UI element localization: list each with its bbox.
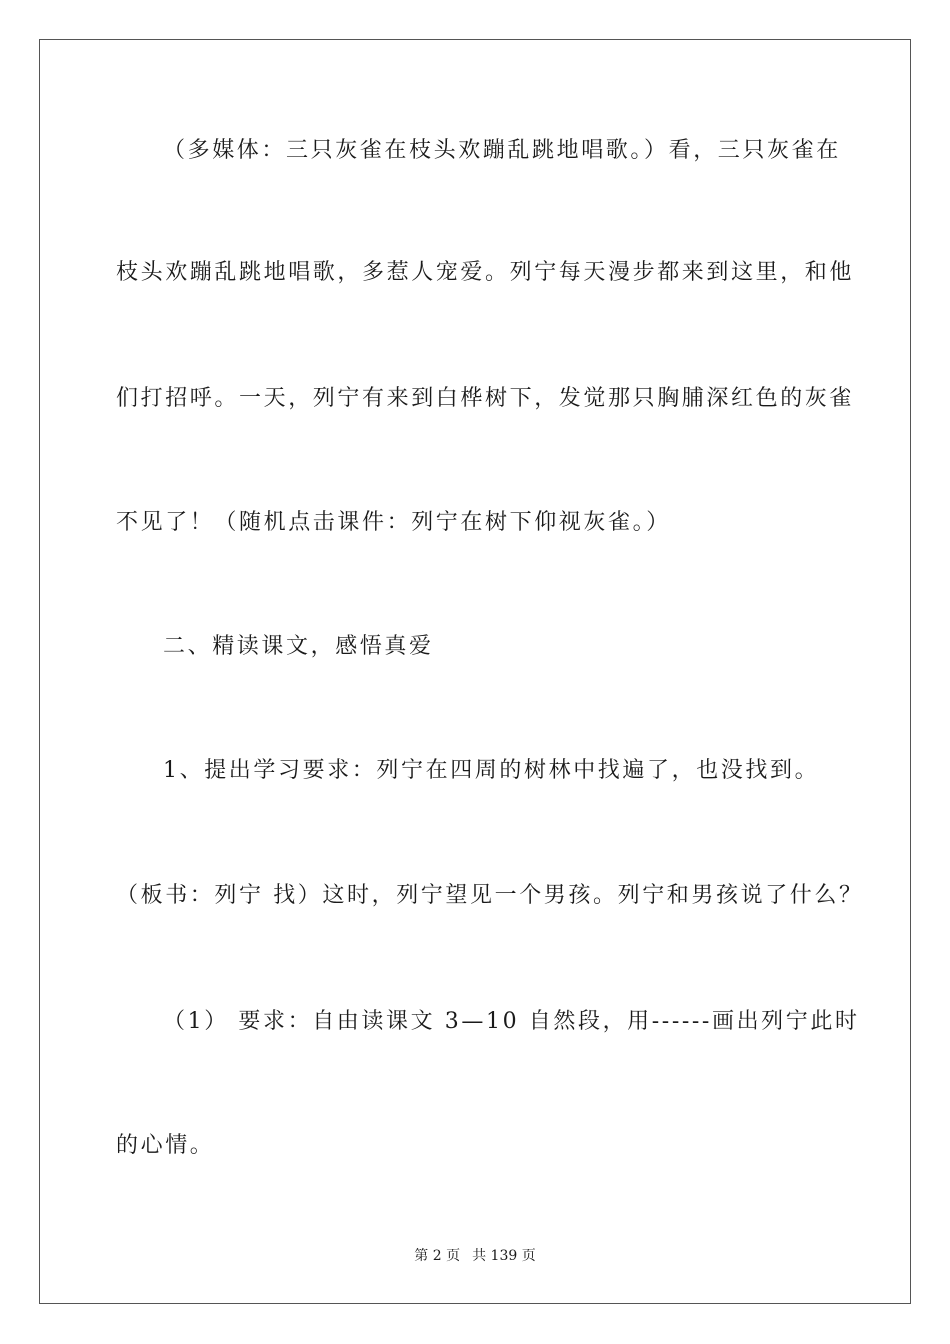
paragraph-line-3: 们打招呼。一天，列宁有来到白桦树下，发觉那只胸脯深红色的灰雀	[116, 386, 855, 411]
page-footer	[0, 1247, 950, 1265]
section-heading: 二、精读课文，感悟真爱	[163, 634, 434, 659]
paragraph-line-8: （1） 要求：自由读课文 3—10 自然段，用------画出列宁此时	[163, 1009, 860, 1034]
paragraph-line-6: 1、提出学习要求：列宁在四周的树林中找遍了，也没找到。	[163, 758, 820, 783]
page-number: 第 2 页	[414, 1248, 461, 1264]
page-border	[39, 39, 911, 1304]
total-pages: 共 139 页	[472, 1248, 536, 1264]
paragraph-line-1: （多媒体：三只灰雀在枝头欢蹦乱跳地唱歌。）看，三只灰雀在	[163, 138, 841, 163]
paragraph-line-9: 的心情。	[116, 1133, 215, 1158]
paragraph-line-4: 不见了！（随机点击课件：列宁在树下仰视灰雀。）	[116, 510, 671, 535]
paragraph-line-7: （板书：列宁 找）这时，列宁望见一个男孩。列宁和男孩说了什么？	[116, 883, 864, 908]
paragraph-line-2: 枝头欢蹦乱跳地唱歌，多惹人宠爱。列宁每天漫步都来到这里，和他	[116, 260, 855, 285]
